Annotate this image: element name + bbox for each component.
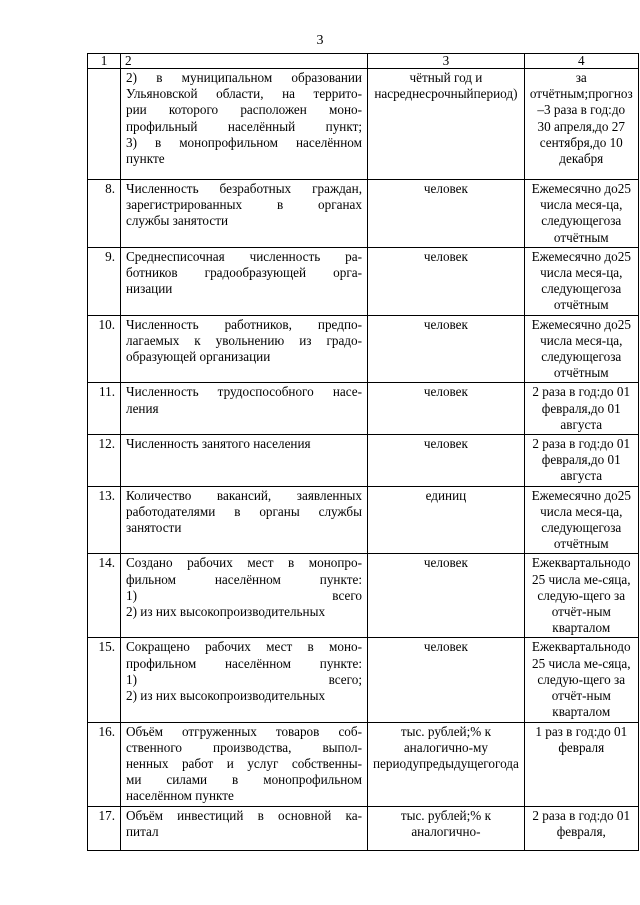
deadline-cell-line: до 10 декабря xyxy=(559,134,623,167)
unit-cell-line: человек xyxy=(423,555,468,571)
row-number: 12. xyxy=(88,435,121,487)
indicator-cell-line: 1) всего; xyxy=(126,671,362,687)
unit-cell-line: человек xyxy=(423,316,468,332)
unit-cell-line: период) xyxy=(473,86,518,102)
deadline-cell xyxy=(524,383,638,435)
indicators-table xyxy=(87,53,639,851)
indicator-cell-line: фильном населённом пункте: xyxy=(126,571,362,587)
deadline-cell-line: до 27 сентября, xyxy=(539,118,625,150)
unit-cell xyxy=(368,554,525,638)
deadline-cell-line: Ежеквартально xyxy=(531,555,618,571)
indicator-cell-line: профильном населённом пункте: xyxy=(126,655,362,671)
indicator-cell-line: ми силами в монопрофильном xyxy=(126,772,362,788)
row-number: 9. xyxy=(88,247,121,315)
table-header-row xyxy=(88,54,639,69)
deadline-cell xyxy=(524,247,638,315)
deadline-cell-line: сяца, следую- xyxy=(537,655,631,687)
deadline-cell-line: 3 раза в год: xyxy=(543,102,612,118)
unit-cell xyxy=(368,722,525,806)
deadline-cell-line: 25 числа меся- xyxy=(540,487,631,519)
unit-cell-line: человек xyxy=(423,384,468,400)
deadline-cell-line: Ежемесячно до xyxy=(531,181,618,196)
table-row xyxy=(88,638,639,722)
indicator-cell-line: службы занятости xyxy=(126,213,229,229)
deadline-cell-line: до 01 февраля xyxy=(558,723,628,755)
unit-cell xyxy=(368,69,525,180)
indicator-cell xyxy=(121,435,368,487)
indicator-cell-line: 3) в монопрофильном населённом xyxy=(126,134,362,150)
deadline-cell-line: до 30 апреля, xyxy=(537,102,626,134)
table-row xyxy=(88,722,639,806)
indicator-cell xyxy=(121,315,368,383)
deadline-cell-line: до 01 августа xyxy=(560,400,621,432)
deadline-cell xyxy=(524,554,638,638)
unit-cell-line: единиц xyxy=(425,487,467,503)
indicator-cell-line: образующей организации xyxy=(126,349,271,365)
deadline-cell-line: 2 раза в год: xyxy=(532,807,601,823)
unit-cell-line: тыс. рублей; xyxy=(400,723,471,739)
row-number: 11. xyxy=(88,383,121,435)
unit-cell xyxy=(368,435,525,487)
indicator-cell-line: Численность работников, предпо- xyxy=(126,316,362,332)
indicator-cell-line: населённом пункте xyxy=(126,788,234,804)
indicator-cell-line: Объём инвестиций в основной ка- xyxy=(126,807,362,823)
indicator-cell-line: 2) в муниципальном образовании xyxy=(126,70,362,85)
table-row xyxy=(88,435,639,487)
table-row xyxy=(88,486,639,554)
table-row xyxy=(88,180,639,248)
deadline-cell-line: ным кварталом xyxy=(552,604,611,636)
unit-cell-line: му периоду xyxy=(373,739,488,771)
deadline-cell-line: 25 числа меся- xyxy=(540,181,631,213)
deadline-cell-line: до 25 числа ме- xyxy=(532,639,631,671)
deadline-cell xyxy=(524,722,638,806)
deadline-cell-line: за отчётным xyxy=(553,213,622,245)
unit-cell-line: % к аналогично- xyxy=(411,807,491,839)
indicator-cell-line: работодателями в органы службы xyxy=(126,503,362,519)
unit-cell-line: предыдущего xyxy=(419,755,495,771)
table-row xyxy=(88,383,639,435)
row-number xyxy=(88,69,121,180)
deadline-cell xyxy=(524,435,638,487)
row-number: 13. xyxy=(88,486,121,554)
indicator-cell xyxy=(121,722,368,806)
indicator-cell-line: 2) из них высокопроизводительных xyxy=(126,688,326,704)
indicator-cell xyxy=(121,486,368,554)
unit-cell-line: тыс. рублей; xyxy=(400,807,471,823)
indicator-cell-line: Объём отгруженных товаров соб- xyxy=(126,723,362,739)
row-number: 15. xyxy=(88,638,121,722)
row-number: 14. xyxy=(88,554,121,638)
deadline-cell-line: Ежемесячно до xyxy=(531,316,618,332)
indicator-cell-line: питал xyxy=(126,823,159,839)
row-number: 17. xyxy=(88,806,121,850)
deadline-cell xyxy=(524,315,638,383)
indicator-cell xyxy=(121,554,368,638)
indicator-cell-line: Сокращено рабочих мест в моно- xyxy=(126,639,362,655)
unit-cell-line: среднесрочный xyxy=(387,86,474,102)
indicator-cell-line: профильный населённый пункт; xyxy=(126,118,362,134)
unit-cell-line: человек xyxy=(423,248,468,264)
indicator-cell-line: низации xyxy=(126,281,173,297)
indicator-cell-line: зарегистрированных в органах xyxy=(126,197,362,213)
deadline-cell-line: Ежеквартально xyxy=(531,639,618,655)
deadline-cell-line: 2 раза в год: xyxy=(532,384,601,400)
unit-cell xyxy=(368,315,525,383)
deadline-cell-line: до 01 августа xyxy=(560,452,621,484)
header-col-1: 1 xyxy=(88,54,121,69)
unit-cell-line: человек xyxy=(423,181,468,196)
row-number: 8. xyxy=(88,180,121,248)
indicator-cell-line: 2) из них высокопроизводительных xyxy=(126,604,326,620)
table-row xyxy=(88,806,639,850)
unit-cell xyxy=(368,806,525,850)
deadline-cell-line: до 25 числа ме- xyxy=(532,555,631,587)
unit-cell xyxy=(368,486,525,554)
deadline-cell-line: до 01 февраля, xyxy=(541,436,631,468)
unit-cell xyxy=(368,247,525,315)
unit-cell xyxy=(368,180,525,248)
table-row xyxy=(88,247,639,315)
indicator-cell-line: ненных работ и услуг собственны- xyxy=(126,755,362,771)
indicator-cell xyxy=(121,806,368,850)
header-col-3: 3 xyxy=(368,54,525,69)
indicator-cell-line: Создано рабочих мест в монопро- xyxy=(126,555,362,571)
indicator-cell-line: занятости xyxy=(126,520,182,536)
deadline-cell-line: 1 раз в год: xyxy=(535,723,598,739)
deadline-cell xyxy=(524,69,638,180)
indicator-cell-line: Численность безработных граждан, xyxy=(126,181,362,196)
deadline-cell-line: 2 раза в год: xyxy=(532,436,601,452)
indicator-cell-line: Численность трудоспособного насе- xyxy=(126,384,362,400)
indicator-cell-line: рии которого расположен моно- xyxy=(126,102,362,118)
indicator-cell xyxy=(121,180,368,248)
indicator-cell-line: Ульяновской области, на террито- xyxy=(126,86,362,102)
deadline-cell-line: щего за отчёт- xyxy=(551,587,626,620)
deadline-cell xyxy=(524,486,638,554)
table-row xyxy=(88,315,639,383)
unit-cell-line: человек xyxy=(423,436,468,452)
header-col-2: 2 xyxy=(121,54,368,69)
indicator-cell-line: Численность занятого населения xyxy=(126,436,311,452)
table-row xyxy=(88,554,639,638)
deadline-cell-line: ца, следующего xyxy=(541,503,623,536)
indicator-cell xyxy=(121,69,368,180)
indicator-cell-line: Количество вакансий, заявленных xyxy=(126,487,362,503)
table-row xyxy=(88,69,639,180)
indicator-cell-line: Среднесписочная численность ра- xyxy=(126,248,362,264)
unit-cell-line: чётный год и на xyxy=(374,70,483,102)
deadline-cell xyxy=(524,806,638,850)
unit-cell-line: человек xyxy=(423,639,468,655)
deadline-cell-line: щего за отчёт- xyxy=(551,671,626,704)
indicator-cell xyxy=(121,247,368,315)
unit-cell xyxy=(368,638,525,722)
deadline-cell-line: 25 числа меся- xyxy=(540,248,631,281)
indicator-cell-line: ления xyxy=(126,400,159,416)
unit-cell-line: года xyxy=(494,755,519,771)
row-number: 16. xyxy=(88,722,121,806)
deadline-cell-line: ным кварталом xyxy=(552,688,611,720)
deadline-cell-line: сяца, следую- xyxy=(537,571,631,603)
indicator-cell-line: пункте xyxy=(126,151,165,167)
header-col-4: 4 xyxy=(524,54,638,69)
indicator-cell-line: ботников градообразующей орга- xyxy=(126,265,362,281)
deadline-cell-line: 25 числа меся- xyxy=(540,316,631,348)
deadline-cell xyxy=(524,638,638,722)
deadline-cell-line: прогноз – xyxy=(537,86,633,118)
deadline-cell-line: за отчётным xyxy=(553,281,622,313)
unit-cell xyxy=(368,383,525,435)
indicator-cell-line: ственного производства, выпол- xyxy=(126,739,362,755)
deadline-cell-line: ца, следующего xyxy=(541,332,623,365)
indicator-cell-line: лагаемых к увольнению из градо- xyxy=(126,332,362,348)
deadline-cell-line: за отчётным xyxy=(553,520,622,552)
page-number: 3 xyxy=(316,33,324,48)
deadline-cell-line: Ежемесячно до xyxy=(531,248,618,264)
row-number: 10. xyxy=(88,315,121,383)
deadline-cell-line: за отчётным xyxy=(553,349,622,381)
deadline-cell-line: ца, следующего xyxy=(541,265,623,297)
indicator-cell-line: 1) всего xyxy=(126,587,362,603)
indicator-cell xyxy=(121,383,368,435)
indicator-cell xyxy=(121,638,368,722)
deadline-cell-line: ца, следующего xyxy=(541,197,623,229)
deadline-cell-line: до 01 февраля, xyxy=(541,384,631,416)
deadline-cell-line: до 01 февраля, xyxy=(556,807,631,839)
deadline-cell xyxy=(524,180,638,248)
deadline-cell-line: Ежемесячно до xyxy=(531,487,618,503)
deadline-cell-line: за отчётным; xyxy=(529,70,589,102)
unit-cell-line: % к аналогично- xyxy=(403,723,491,755)
